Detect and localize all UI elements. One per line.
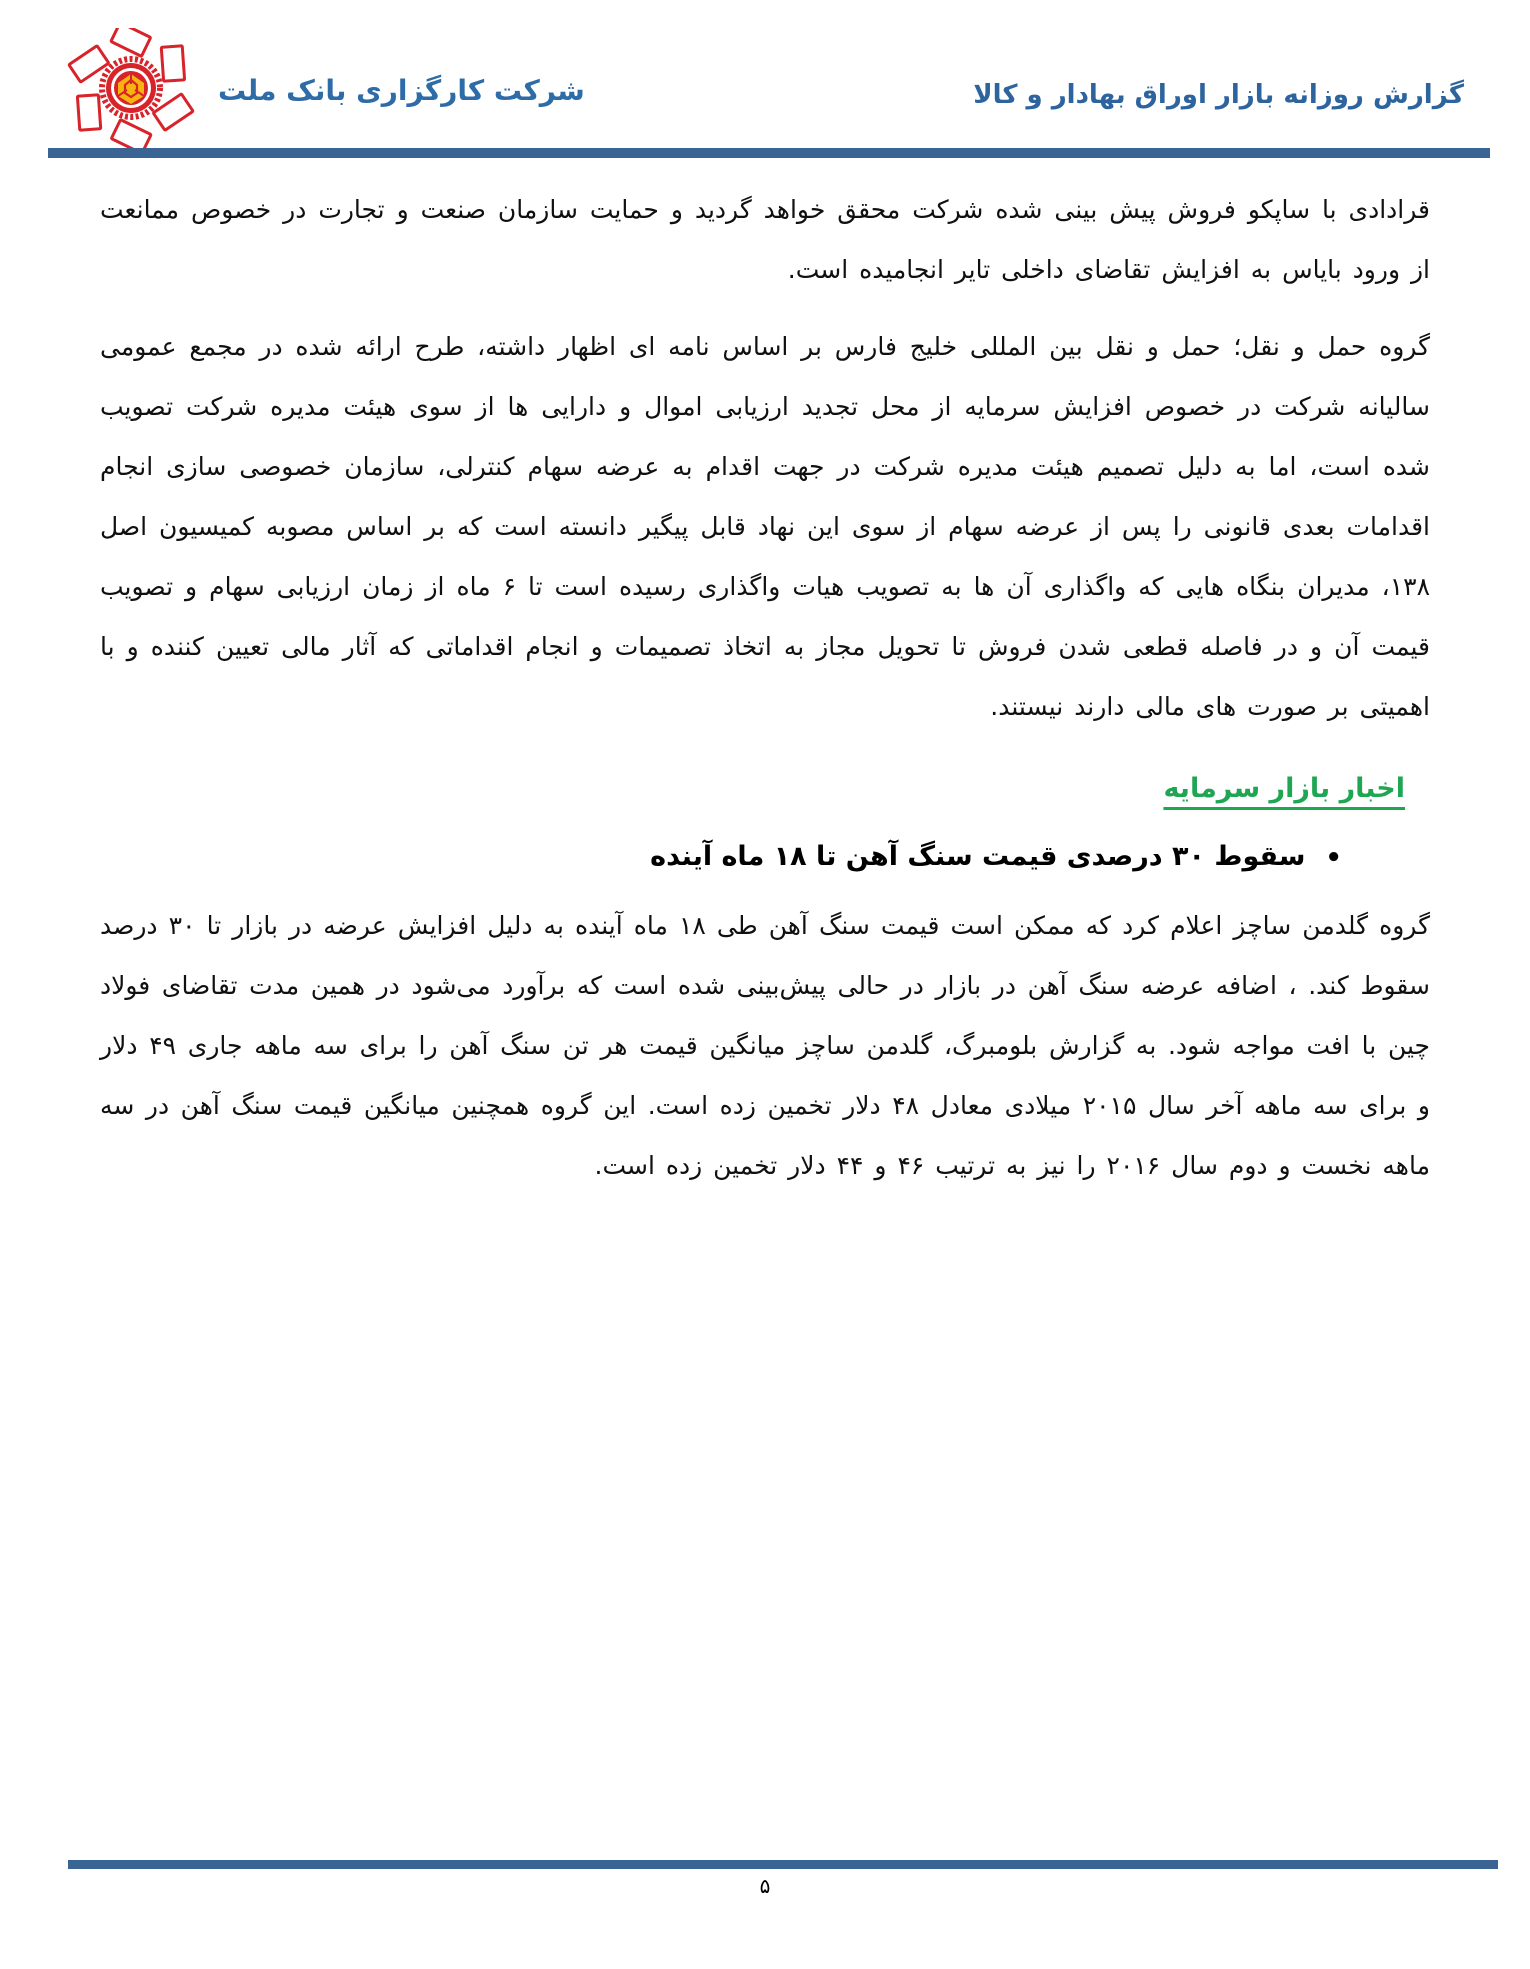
bank-mellat-logo-icon — [60, 28, 202, 148]
paragraph-goldman-iron-ore: گروه گلدمن ساچز اعلام کرد که ممکن است قیمت سنگ آهن طی ۱۸ ماه آینده به دلیل افزایش عرضه در بازار تا ۳۰ درصد سقوط کند. ، اضافه عرضه سنگ آهن در بازار در حالی پیش‌بینی شده است که برآورد می‌شود در همین مدت تقاضای فولاد چین با افت مواجه شود. به گزارش بلومبرگ، گلدمن ساچز میانگین قیمت هر تن سنگ آهن را برای سه ماهه جاری ۴۹ دلار و برای سه ماهه آخر سال ۲۰۱۵ میلادی معادل ۴۸ دلار تخمین زده است. این گروه همچنین میانگین قیمت سنگ آهن در سه ماهه نخست و دوم سال ۲۰۱۶ را نیز به ترتیب ۴۶ و ۴۴ دلار تخمین زده است. — [100, 910, 1430, 1180]
bank-mellat-logo — [60, 28, 202, 148]
report-body — [100, 158, 1430, 1213]
company-name: شرکت کارگزاری بانک ملت — [218, 74, 585, 107]
page-number: ۵ — [759, 1874, 771, 1898]
report-title: گزارش روزانه بازار اوراق بهادار و کالا — [973, 80, 1464, 110]
footer-divider-rule — [68, 1860, 1498, 1869]
paragraph-sapco-contract: قرادادی با ساپکو فروش پیش بینی شده شرکت محقق خواهد گردید و حمایت سازمان صنعت و تجارت در خصوص ممانعت از ورود بایاس به افزایش تقاضای داخلی تایر انجامیده است. — [100, 195, 1430, 284]
bullet-icon: • — [1325, 842, 1342, 873]
header-divider-rule — [48, 148, 1490, 158]
bullet-headline-iron-ore — [100, 833, 1342, 882]
paragraph-transport-group: گروه حمل و نقل؛ حمل و نقل بین المللی خلیج فارس بر اساس نامه ای اظهار داشته، طرح ارائه شده در مجمع عمومی سالیانه شرکت در خصوص افزایش سرمایه از محل تجدید ارزیابی اموال و دارایی ها از سوی هیئت مدیره شرکت تصویب شده است، اما به دلیل تصمیم هیئت مدیره شرکت در جهت اقدام به عرضه سهام کنترلی، سازمان خصوصی سازی انجام اقدامات بعدی قانونی را پس از عرضه سهام از سوی این نهاد قابل پیگیر دانسته است که بر اساس مصوبه کمیسیون اصل ۱۳۸، مدیران بنگاه هایی که واگذاری آن ها به تصویب هیات واگذاری رسیده است تا ۶ ماه از زمان ارزیابی سهام و تصویب قیمت آن و در فاصله قطعی شدن فروش تا تحویل مجاز به اتخاذ تصمیمات و انجام اقداماتی که آثار مالی تعیین کننده و با اهمیتی بر صورت های مالی دارند نیستند. — [100, 332, 1431, 721]
section-heading-capital-market-news: اخبار بازار سرمایه — [1163, 773, 1405, 804]
bullet-headline-text: سقوط ۳۰ درصدی قیمت سنگ آهن تا ۱۸ ماه آینده — [650, 841, 1306, 872]
